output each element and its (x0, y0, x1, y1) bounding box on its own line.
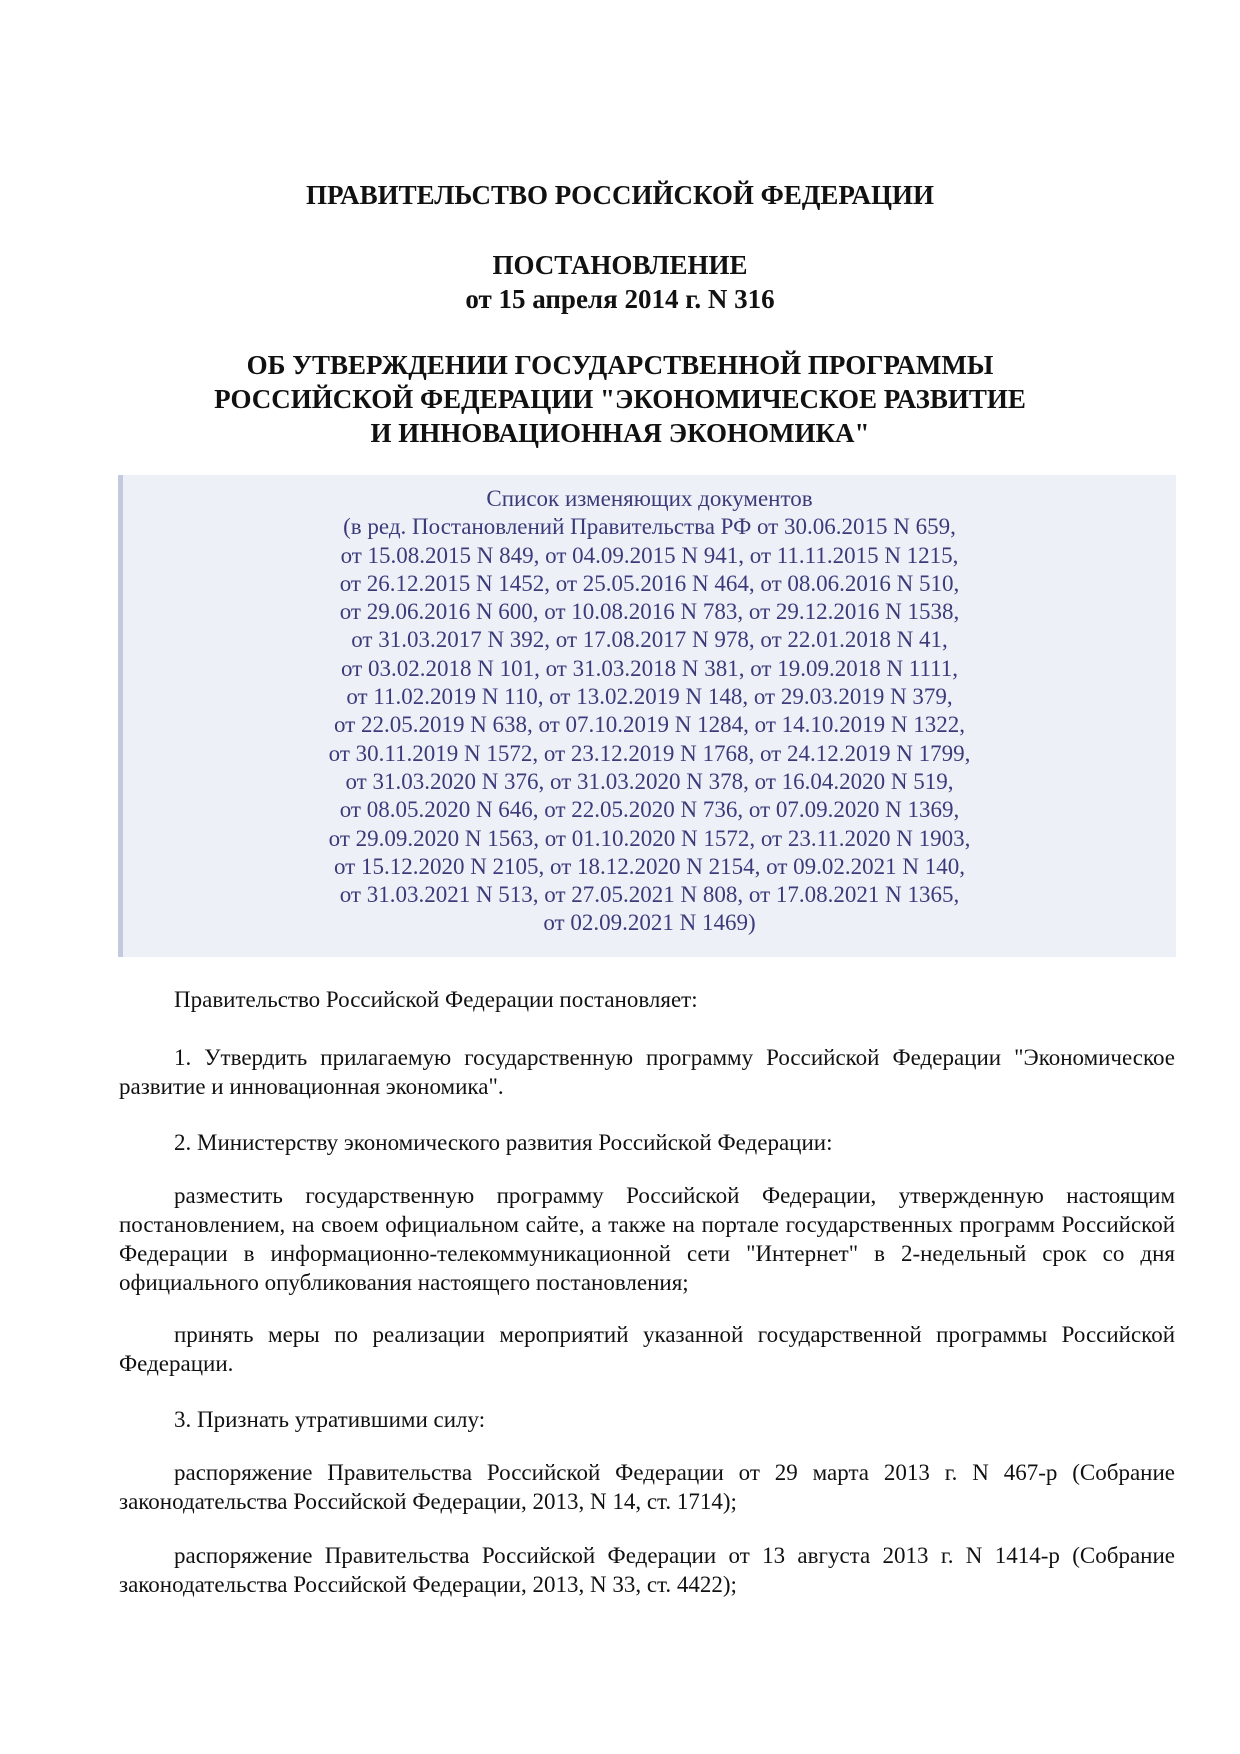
intro-paragraph: Правительство Российской Федерации постановляет: (174, 987, 698, 1012)
amendment-line: от 29.09.2020 N 1563, от 01.10.2020 N 1572, от 23.11.2020 N 1903, (328, 825, 971, 851)
amendment-line: от 31.03.2017 N 392, от 17.08.2017 N 978, от 22.01.2018 N 41, (351, 627, 948, 653)
amendment-line: от 22.05.2019 N 638, от 07.10.2019 N 1284, от 14.10.2019 N 1322, (333, 712, 966, 738)
amendment-line: от 29.06.2016 N 600, от 10.08.2016 N 783, от 29.12.2016 N 1538, (339, 599, 960, 625)
amendment-line: от 26.12.2015 N 1452, от 25.05.2016 N 464, от 08.06.2016 N 510, (339, 570, 960, 596)
item-2a-paragraph: разместить государственную программу Российской Федерации, утвержденную настоящим постановлением, на своем официальном сайте, а также на портале государственных программ Российской Федерации в информационно-телекоммуникационной сети "Интернет" в 2-недельный срок со дня официального опубликования настоящего постановления; (119, 1183, 1175, 1295)
item-3-paragraph: 3. Признать утратившими силу: (174, 1407, 486, 1432)
amendment-line: от 02.09.2021 N 1469) (543, 910, 756, 936)
doc-type-heading: ПОСТАНОВЛЕНИЕ (492, 250, 748, 280)
date-number-heading: от 15 апреля 2014 г. N 316 (465, 284, 775, 314)
item-2-paragraph: 2. Министерству экономического развития Российской Федерации: (174, 1130, 833, 1155)
amendments-heading: Список изменяющих документов (486, 486, 813, 511)
amendment-line: (в ред. Постановлений Правительства РФ от 30.06.2015 N 659, (343, 514, 956, 540)
title-line: ОБ УТВЕРЖДЕНИИ ГОСУДАРСТВЕННОЙ ПРОГРАММЫ (246, 350, 994, 380)
item-3a-paragraph: распоряжение Правительства Российской Федерации от 29 марта 2013 г. N 467-р (Собрание законодательства Российской Федерации, 2013, N 14, ст. 1714); (119, 1460, 1175, 1514)
title-line: РОССИЙСКОЙ ФЕДЕРАЦИИ "ЭКОНОМИЧЕСКОЕ РАЗВИТИЕ (214, 384, 1026, 414)
amendment-line: от 15.12.2020 N 2105, от 18.12.2020 N 2154, от 09.02.2021 N 140, (333, 853, 966, 879)
amendment-line: от 15.08.2015 N 849, от 04.09.2015 N 941, от 11.11.2015 N 1215, (340, 542, 959, 568)
amendment-line: от 30.11.2019 N 1572, от 23.12.2019 N 1768, от 24.12.2019 N 1799, (328, 740, 971, 766)
amendment-line: от 03.02.2018 N 101, от 31.03.2018 N 381, от 19.09.2018 N 1111, (340, 655, 958, 681)
amendment-line: от 31.03.2020 N 376, от 31.03.2020 N 378, от 16.04.2020 N 519, (345, 768, 954, 794)
item-3b-paragraph: распоряжение Правительства Российской Федерации от 13 августа 2013 г. N 1414-р (Собрание законодательства Российской Федерации, 2013, N 33, ст. 4422); (119, 1543, 1175, 1597)
document-title (0, 348, 1240, 450)
title-line: И ИННОВАЦИОННАЯ ЭКОНОМИКА" (370, 418, 870, 448)
government-heading: ПРАВИТЕЛЬСТВО РОССИЙСКОЙ ФЕДЕРАЦИИ (306, 180, 934, 210)
amendment-line: от 11.02.2019 N 110, от 13.02.2019 N 148, от 29.03.2019 N 379, (346, 684, 953, 710)
amendment-line: от 08.05.2020 N 646, от 22.05.2020 N 736, от 07.09.2020 N 1369, (339, 797, 960, 823)
amendment-line: от 31.03.2021 N 513, от 27.05.2021 N 808, от 17.08.2021 N 1365, (339, 882, 960, 908)
amendments-box (118, 475, 1176, 957)
item-2b-paragraph: принять меры по реализации мероприятий указанной государственной программы Российской Федерации. (119, 1322, 1175, 1376)
item-1-paragraph: 1. Утвердить прилагаемую государственную программу Российской Федерации "Экономическое развитие и инновационная экономика". (119, 1045, 1175, 1099)
